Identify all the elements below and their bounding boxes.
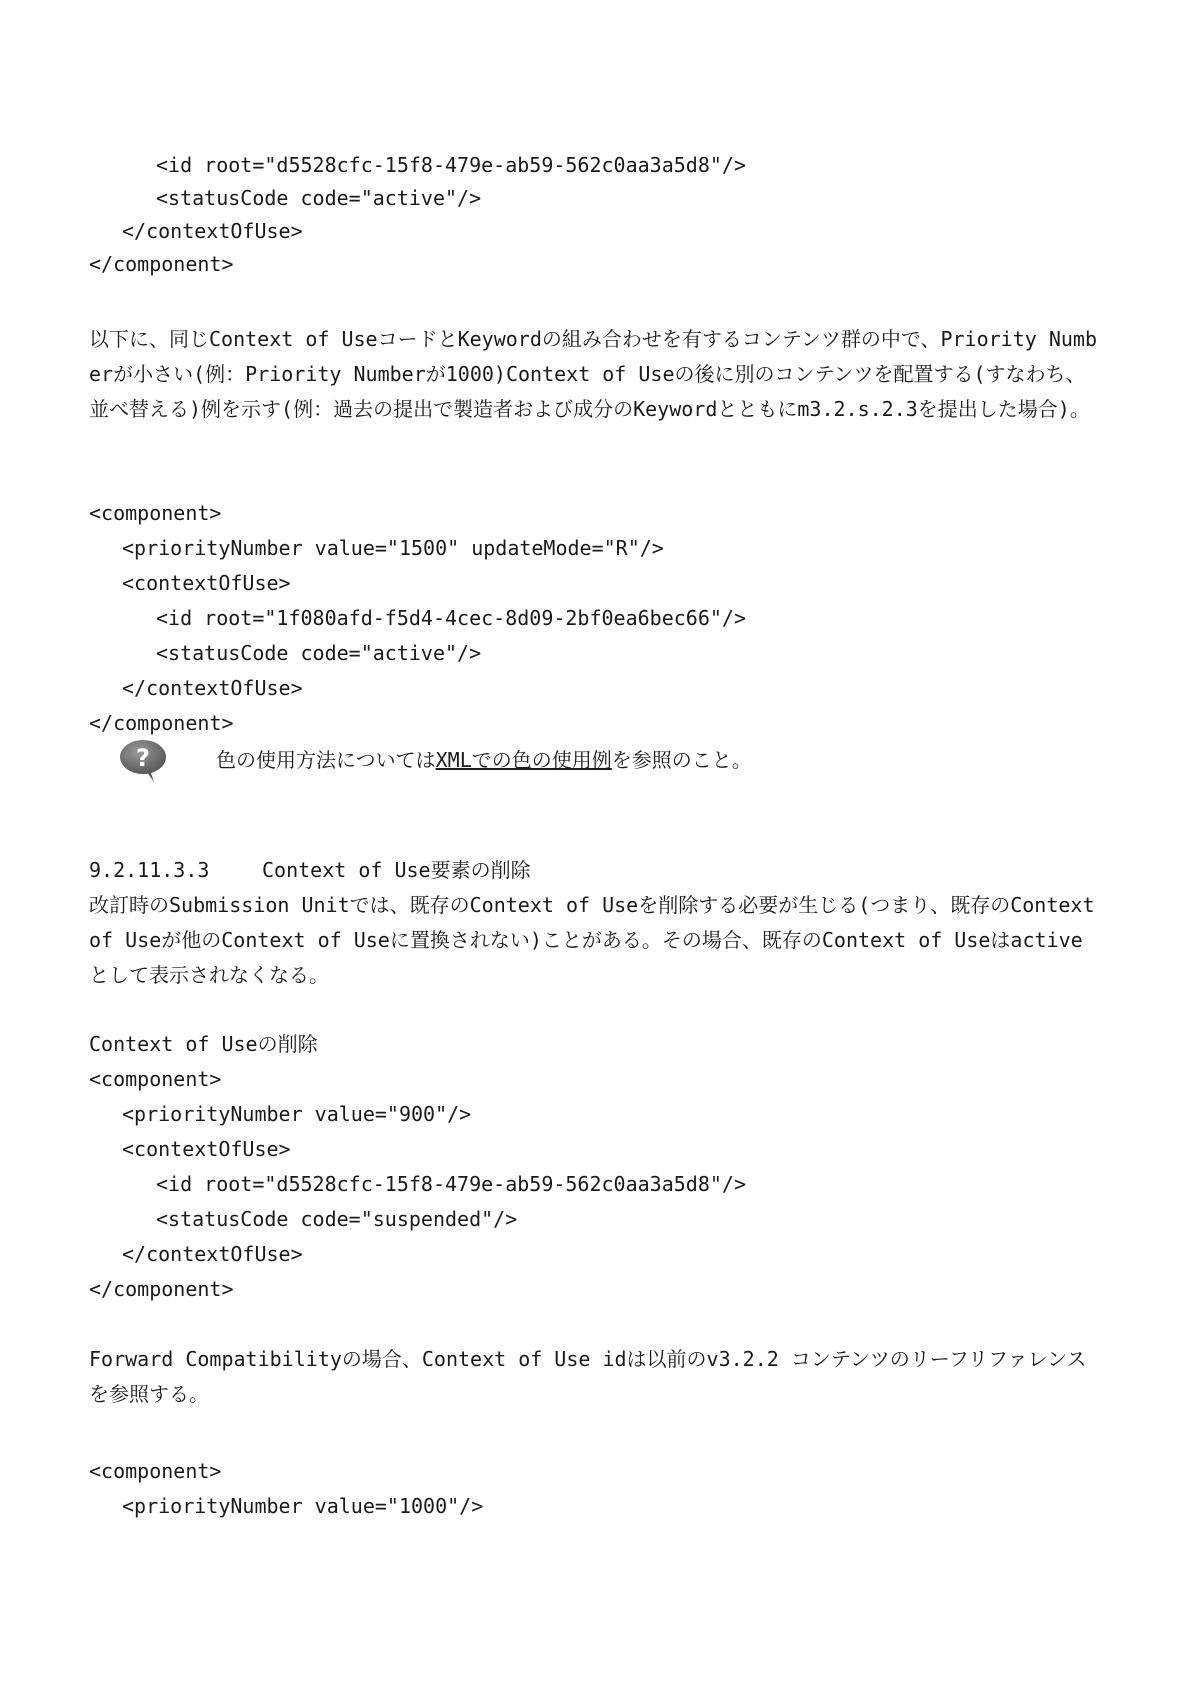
block-caption: Context of Useの削除	[89, 1032, 318, 1056]
code-line: <component>	[89, 1067, 222, 1091]
code-line: </component>	[89, 252, 234, 276]
code-line: <id root="1f080afd-f5d4-4cec-8d09-2bf0ea6bec66"/>	[156, 606, 747, 630]
body-paragraph: 以下に、同じContext of UseコードとKeywordの組み合わせを有するコンテンツ群の中で、Priority Numberが小さい(例：Priority Numberが1000)Context of Useの後に別のコンテンツを配置する(すなわち、並べ替える)例を示す(例：過去の提出で製造者および成分のKeywordとともにm3.2.s.2.3を提出した場合)。	[89, 327, 1097, 421]
code-line: <statusCode code="active"/>	[156, 186, 482, 210]
note-prefix: 色の使用方法については	[216, 748, 436, 772]
code-line: <contextOfUse>	[122, 1137, 291, 1161]
note-text	[216, 745, 752, 775]
code-line: <contextOfUse>	[122, 571, 291, 595]
code-line: <component>	[89, 501, 222, 525]
code-line: <statusCode code="suspended"/>	[156, 1207, 518, 1231]
code-line: <priorityNumber value="1000"/>	[122, 1494, 484, 1518]
question-bubble-icon	[118, 738, 168, 784]
code-line: <component>	[89, 1459, 222, 1483]
svg-text:?: ?	[136, 744, 150, 772]
color-usage-link[interactable]: XMLでの色の使用例	[435, 748, 612, 772]
code-line: </contextOfUse>	[122, 219, 303, 243]
note-suffix: を参照のこと。	[611, 748, 752, 772]
section-title: Context of Use要素の削除	[262, 858, 531, 882]
code-line: <priorityNumber value="1500" updateMode="R"/>	[122, 536, 664, 560]
code-line: <priorityNumber value="900"/>	[122, 1102, 472, 1126]
body-paragraph: Forward Compatibilityの場合、Context of Use idは以前のv3.2.2 コンテンツのリーフリファレンスを参照する。	[89, 1347, 1087, 1406]
code-line: </contextOfUse>	[122, 676, 303, 700]
code-line: <id root="d5528cfc-15f8-479e-ab59-562c0aa3a5d8"/>	[156, 1172, 747, 1196]
section-number: 9.2.11.3.3	[89, 858, 210, 882]
body-paragraph: 改訂時のSubmission Unitでは、既存のContext of Useを削除する必要が生じる(つまり、既存のContext of Useが他のContext of Useに置換されない)ことがある。その場合、既存のContext of Useはactiveとして表示されなくなる。	[89, 893, 1095, 987]
code-line: </component>	[89, 711, 234, 735]
code-line: </component>	[89, 1277, 234, 1301]
code-line: </contextOfUse>	[122, 1242, 303, 1266]
code-line: <statusCode code="active"/>	[156, 641, 482, 665]
code-line: <id root="d5528cfc-15f8-479e-ab59-562c0aa3a5d8"/>	[156, 153, 747, 177]
